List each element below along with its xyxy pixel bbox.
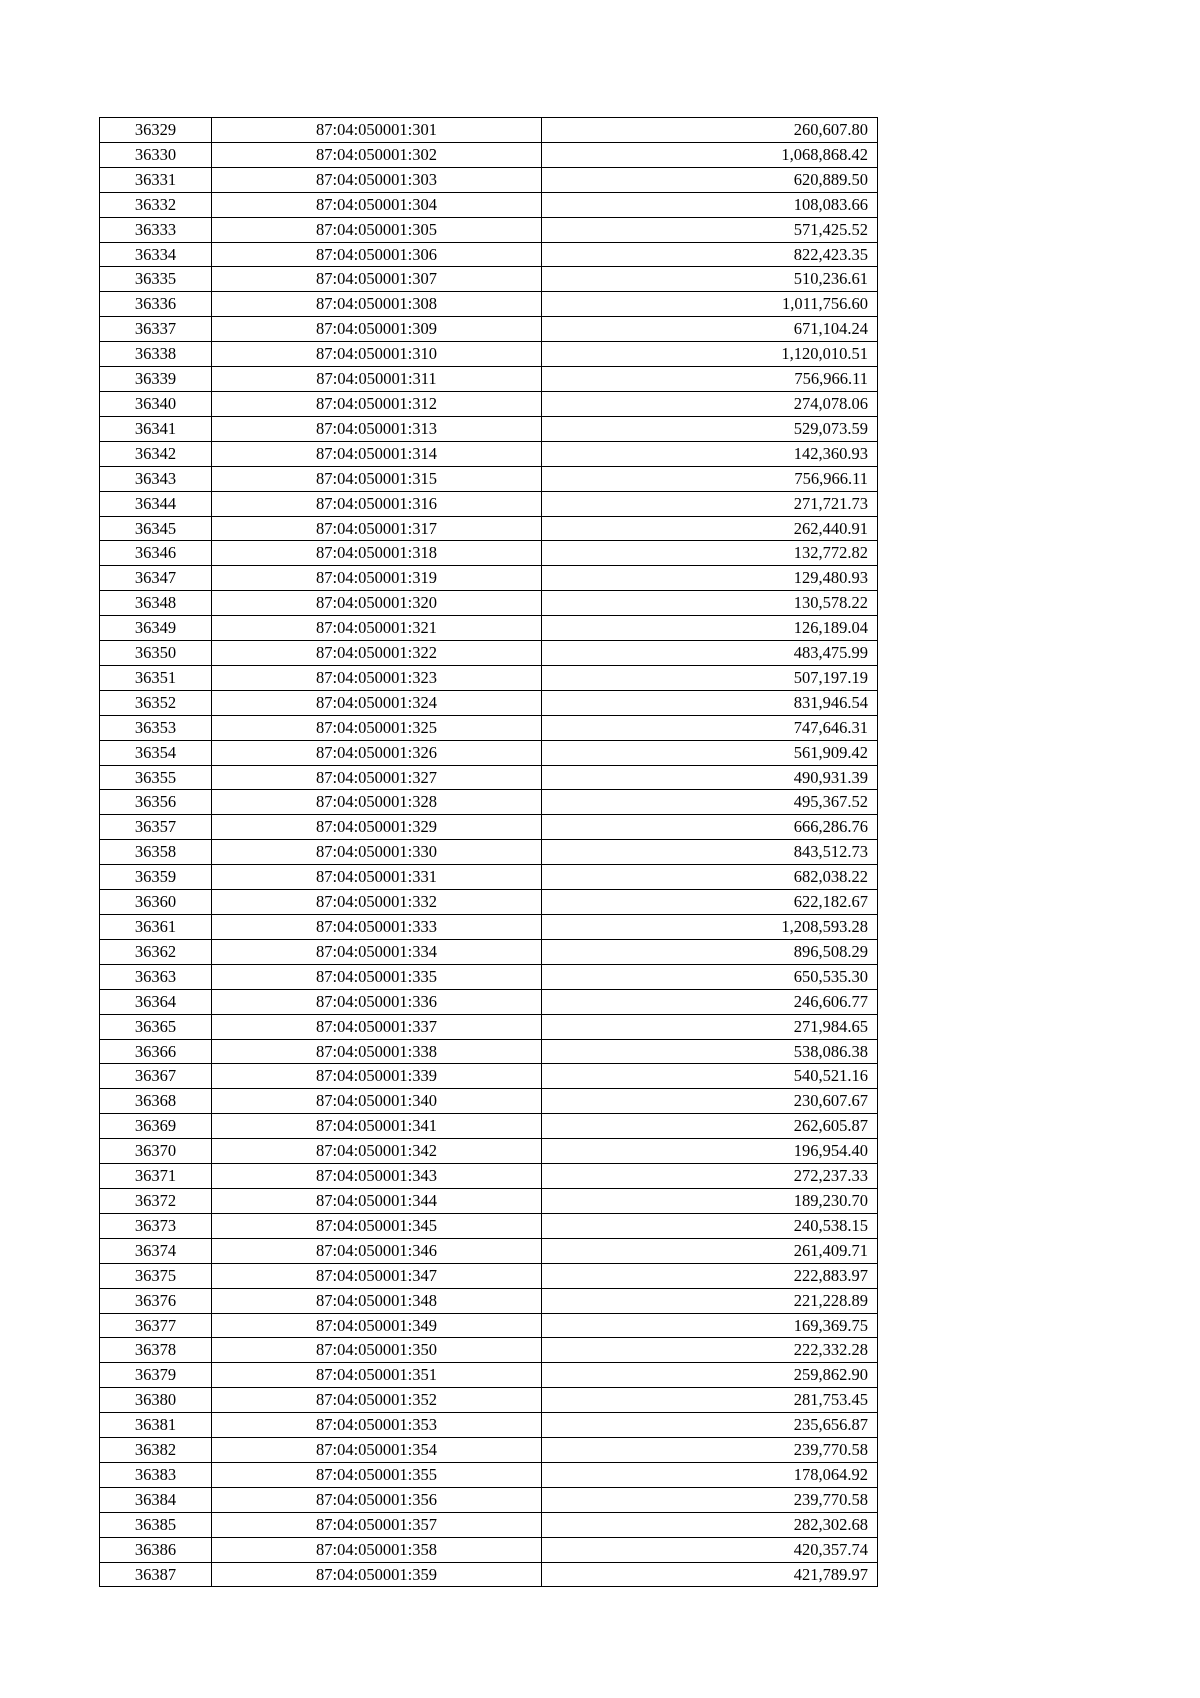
table-row	[100, 1537, 878, 1562]
cadastral-value-cell: 495,367.52	[542, 790, 878, 815]
cadastral-number-cell: 87:04:050001:345	[212, 1213, 542, 1238]
cadastral-number-cell: 87:04:050001:339	[212, 1064, 542, 1089]
cadastral-number-cell: 87:04:050001:355	[212, 1462, 542, 1487]
row-number-cell: 36385	[100, 1512, 212, 1537]
cadastral-value-cell: 222,332.28	[542, 1338, 878, 1363]
cadastral-number-cell: 87:04:050001:318	[212, 541, 542, 566]
cadastral-number-cell: 87:04:050001:319	[212, 566, 542, 591]
table-row	[100, 1562, 878, 1587]
cadastral-number-cell: 87:04:050001:331	[212, 865, 542, 890]
row-number-cell: 36346	[100, 541, 212, 566]
cadastral-number-cell: 87:04:050001:328	[212, 790, 542, 815]
table-row	[100, 1064, 878, 1089]
table-row	[100, 441, 878, 466]
cadastral-value-cell: 540,521.16	[542, 1064, 878, 1089]
table-row	[100, 167, 878, 192]
table-row	[100, 1413, 878, 1438]
row-number-cell: 36370	[100, 1139, 212, 1164]
table-row	[100, 616, 878, 641]
table-row	[100, 840, 878, 865]
row-number-cell: 36369	[100, 1114, 212, 1139]
row-number-cell: 36368	[100, 1089, 212, 1114]
cadastral-value-cell: 666,286.76	[542, 815, 878, 840]
row-number-cell: 36373	[100, 1213, 212, 1238]
table-row	[100, 1139, 878, 1164]
row-number-cell: 36365	[100, 1014, 212, 1039]
cadastral-value-cell: 507,197.19	[542, 665, 878, 690]
cadastral-value-cell: 274,078.06	[542, 391, 878, 416]
cadastral-number-cell: 87:04:050001:325	[212, 715, 542, 740]
cadastral-value-cell: 1,011,756.60	[542, 292, 878, 317]
table-row	[100, 541, 878, 566]
table-row	[100, 1263, 878, 1288]
cadastral-value-cell: 682,038.22	[542, 865, 878, 890]
table-row	[100, 391, 878, 416]
cadastral-number-cell: 87:04:050001:335	[212, 964, 542, 989]
cadastral-number-cell: 87:04:050001:311	[212, 367, 542, 392]
cadastral-value-cell: 221,228.89	[542, 1288, 878, 1313]
cadastral-value-cell: 671,104.24	[542, 317, 878, 342]
cadastral-value-cell: 271,984.65	[542, 1014, 878, 1039]
table-row	[100, 1164, 878, 1189]
cadastral-value-cell: 571,425.52	[542, 217, 878, 242]
row-number-cell: 36358	[100, 840, 212, 865]
cadastral-value-cell: 108,083.66	[542, 192, 878, 217]
table-row	[100, 142, 878, 167]
cadastral-number-cell: 87:04:050001:353	[212, 1413, 542, 1438]
row-number-cell: 36345	[100, 516, 212, 541]
cadastral-number-cell: 87:04:050001:301	[212, 118, 542, 143]
row-number-cell: 36360	[100, 890, 212, 915]
cadastral-number-cell: 87:04:050001:314	[212, 441, 542, 466]
cadastral-number-cell: 87:04:050001:317	[212, 516, 542, 541]
cadastral-value-cell: 222,883.97	[542, 1263, 878, 1288]
cadastral-value-cell: 261,409.71	[542, 1238, 878, 1263]
cadastral-number-cell: 87:04:050001:347	[212, 1263, 542, 1288]
table-row	[100, 367, 878, 392]
cadastral-value-cell: 189,230.70	[542, 1188, 878, 1213]
cadastral-number-cell: 87:04:050001:322	[212, 641, 542, 666]
table-row	[100, 1188, 878, 1213]
cadastral-number-cell: 87:04:050001:329	[212, 815, 542, 840]
cadastral-number-cell: 87:04:050001:344	[212, 1188, 542, 1213]
cadastral-value-cell: 510,236.61	[542, 267, 878, 292]
table-body	[100, 118, 878, 1587]
table-row	[100, 118, 878, 143]
document-page	[99, 117, 877, 1587]
cadastral-value-cell: 1,208,593.28	[542, 915, 878, 940]
row-number-cell: 36338	[100, 342, 212, 367]
cadastral-number-cell: 87:04:050001:303	[212, 167, 542, 192]
row-number-cell: 36371	[100, 1164, 212, 1189]
cadastral-value-cell: 262,605.87	[542, 1114, 878, 1139]
table-row	[100, 466, 878, 491]
row-number-cell: 36383	[100, 1462, 212, 1487]
cadastral-value-cell: 271,721.73	[542, 491, 878, 516]
cadastral-number-cell: 87:04:050001:348	[212, 1288, 542, 1313]
table-row	[100, 591, 878, 616]
cadastral-number-cell: 87:04:050001:350	[212, 1338, 542, 1363]
cadastral-value-cell: 142,360.93	[542, 441, 878, 466]
row-number-cell: 36379	[100, 1363, 212, 1388]
cadastral-number-cell: 87:04:050001:357	[212, 1512, 542, 1537]
table-row	[100, 416, 878, 441]
row-number-cell: 36362	[100, 939, 212, 964]
cadastral-number-cell: 87:04:050001:346	[212, 1238, 542, 1263]
cadastral-number-cell: 87:04:050001:307	[212, 267, 542, 292]
cadastral-number-cell: 87:04:050001:302	[212, 142, 542, 167]
cadastral-value-cell: 196,954.40	[542, 1139, 878, 1164]
table-row	[100, 815, 878, 840]
table-row	[100, 765, 878, 790]
cadastral-number-cell: 87:04:050001:304	[212, 192, 542, 217]
cadastral-number-cell: 87:04:050001:343	[212, 1164, 542, 1189]
cadastral-number-cell: 87:04:050001:306	[212, 242, 542, 267]
table-row	[100, 1363, 878, 1388]
table-row	[100, 516, 878, 541]
row-number-cell: 36334	[100, 242, 212, 267]
cadastral-number-cell: 87:04:050001:316	[212, 491, 542, 516]
table-row	[100, 1014, 878, 1039]
row-number-cell: 36355	[100, 765, 212, 790]
cadastral-value-cell: 126,189.04	[542, 616, 878, 641]
cadastral-value-cell: 421,789.97	[542, 1562, 878, 1587]
table-row	[100, 641, 878, 666]
cadastral-number-cell: 87:04:050001:330	[212, 840, 542, 865]
cadastral-number-cell: 87:04:050001:327	[212, 765, 542, 790]
cadastral-value-cell: 132,772.82	[542, 541, 878, 566]
table-row	[100, 1388, 878, 1413]
row-number-cell: 36337	[100, 317, 212, 342]
table-row	[100, 1462, 878, 1487]
row-number-cell: 36382	[100, 1438, 212, 1463]
cadastral-value-cell: 756,966.11	[542, 367, 878, 392]
cadastral-value-cell: 1,068,868.42	[542, 142, 878, 167]
cadastral-number-cell: 87:04:050001:354	[212, 1438, 542, 1463]
row-number-cell: 36357	[100, 815, 212, 840]
row-number-cell: 36339	[100, 367, 212, 392]
row-number-cell: 36359	[100, 865, 212, 890]
cadastral-number-cell: 87:04:050001:349	[212, 1313, 542, 1338]
row-number-cell: 36387	[100, 1562, 212, 1587]
row-number-cell: 36364	[100, 989, 212, 1014]
cadastral-value-cell: 822,423.35	[542, 242, 878, 267]
row-number-cell: 36344	[100, 491, 212, 516]
row-number-cell: 36349	[100, 616, 212, 641]
table-row	[100, 1238, 878, 1263]
row-number-cell: 36361	[100, 915, 212, 940]
table-row	[100, 989, 878, 1014]
table-row	[100, 1438, 878, 1463]
table-row	[100, 1313, 878, 1338]
cadastral-value-cell: 650,535.30	[542, 964, 878, 989]
cadastral-value-cell: 1,120,010.51	[542, 342, 878, 367]
table-row	[100, 292, 878, 317]
cadastral-value-cell: 843,512.73	[542, 840, 878, 865]
cadastral-value-cell: 239,770.58	[542, 1487, 878, 1512]
table-row	[100, 242, 878, 267]
cadastral-value-cell: 747,646.31	[542, 715, 878, 740]
cadastral-number-cell: 87:04:050001:336	[212, 989, 542, 1014]
table-row	[100, 939, 878, 964]
row-number-cell: 36363	[100, 964, 212, 989]
cadastral-value-cell: 235,656.87	[542, 1413, 878, 1438]
row-number-cell: 36366	[100, 1039, 212, 1064]
table-row	[100, 1487, 878, 1512]
table-row	[100, 865, 878, 890]
row-number-cell: 36372	[100, 1188, 212, 1213]
cadastral-number-cell: 87:04:050001:341	[212, 1114, 542, 1139]
table-row	[100, 342, 878, 367]
cadastral-number-cell: 87:04:050001:351	[212, 1363, 542, 1388]
cadastral-number-cell: 87:04:050001:332	[212, 890, 542, 915]
table-row	[100, 1338, 878, 1363]
cadastral-number-cell: 87:04:050001:305	[212, 217, 542, 242]
row-number-cell: 36332	[100, 192, 212, 217]
table-row	[100, 192, 878, 217]
table-row	[100, 566, 878, 591]
row-number-cell: 36331	[100, 167, 212, 192]
cadastral-number-cell: 87:04:050001:324	[212, 690, 542, 715]
cadastral-value-cell: 620,889.50	[542, 167, 878, 192]
cadastral-value-cell: 538,086.38	[542, 1039, 878, 1064]
table-row	[100, 790, 878, 815]
cadastral-number-cell: 87:04:050001:312	[212, 391, 542, 416]
table-row	[100, 964, 878, 989]
row-number-cell: 36340	[100, 391, 212, 416]
cadastral-number-cell: 87:04:050001:323	[212, 665, 542, 690]
row-number-cell: 36354	[100, 740, 212, 765]
cadastral-number-cell: 87:04:050001:359	[212, 1562, 542, 1587]
cadastral-number-cell: 87:04:050001:334	[212, 939, 542, 964]
table-row	[100, 715, 878, 740]
row-number-cell: 36350	[100, 641, 212, 666]
cadastral-value-cell: 896,508.29	[542, 939, 878, 964]
cadastral-value-cell: 169,369.75	[542, 1313, 878, 1338]
table-row	[100, 665, 878, 690]
cadastral-number-cell: 87:04:050001:352	[212, 1388, 542, 1413]
row-number-cell: 36375	[100, 1263, 212, 1288]
row-number-cell: 36348	[100, 591, 212, 616]
row-number-cell: 36336	[100, 292, 212, 317]
table-row	[100, 217, 878, 242]
row-number-cell: 36351	[100, 665, 212, 690]
table-row	[100, 690, 878, 715]
cadastral-number-cell: 87:04:050001:333	[212, 915, 542, 940]
cadastral-number-cell: 87:04:050001:315	[212, 466, 542, 491]
cadastral-value-cell: 129,480.93	[542, 566, 878, 591]
row-number-cell: 36380	[100, 1388, 212, 1413]
row-number-cell: 36333	[100, 217, 212, 242]
cadastral-number-cell: 87:04:050001:309	[212, 317, 542, 342]
cadastral-number-cell: 87:04:050001:358	[212, 1537, 542, 1562]
cadastral-value-cell: 260,607.80	[542, 118, 878, 143]
cadastral-value-table	[99, 117, 878, 1587]
cadastral-number-cell: 87:04:050001:342	[212, 1139, 542, 1164]
cadastral-value-cell: 529,073.59	[542, 416, 878, 441]
table-row	[100, 1213, 878, 1238]
row-number-cell: 36343	[100, 466, 212, 491]
cadastral-number-cell: 87:04:050001:340	[212, 1089, 542, 1114]
table-row	[100, 1114, 878, 1139]
cadastral-value-cell: 282,302.68	[542, 1512, 878, 1537]
row-number-cell: 36384	[100, 1487, 212, 1512]
cadastral-value-cell: 230,607.67	[542, 1089, 878, 1114]
cadastral-number-cell: 87:04:050001:338	[212, 1039, 542, 1064]
cadastral-value-cell: 622,182.67	[542, 890, 878, 915]
cadastral-value-cell: 130,578.22	[542, 591, 878, 616]
cadastral-value-cell: 281,753.45	[542, 1388, 878, 1413]
cadastral-number-cell: 87:04:050001:313	[212, 416, 542, 441]
cadastral-value-cell: 483,475.99	[542, 641, 878, 666]
cadastral-value-cell: 240,538.15	[542, 1213, 878, 1238]
row-number-cell: 36356	[100, 790, 212, 815]
cadastral-number-cell: 87:04:050001:356	[212, 1487, 542, 1512]
row-number-cell: 36367	[100, 1064, 212, 1089]
row-number-cell: 36352	[100, 690, 212, 715]
row-number-cell: 36353	[100, 715, 212, 740]
row-number-cell: 36381	[100, 1413, 212, 1438]
cadastral-value-cell: 262,440.91	[542, 516, 878, 541]
table-row	[100, 1512, 878, 1537]
cadastral-value-cell: 490,931.39	[542, 765, 878, 790]
cadastral-value-cell: 561,909.42	[542, 740, 878, 765]
table-row	[100, 491, 878, 516]
row-number-cell: 36341	[100, 416, 212, 441]
cadastral-number-cell: 87:04:050001:326	[212, 740, 542, 765]
row-number-cell: 36330	[100, 142, 212, 167]
row-number-cell: 36386	[100, 1537, 212, 1562]
cadastral-value-cell: 246,606.77	[542, 989, 878, 1014]
cadastral-number-cell: 87:04:050001:337	[212, 1014, 542, 1039]
cadastral-value-cell: 259,862.90	[542, 1363, 878, 1388]
cadastral-number-cell: 87:04:050001:320	[212, 591, 542, 616]
cadastral-number-cell: 87:04:050001:321	[212, 616, 542, 641]
table-row	[100, 1089, 878, 1114]
cadastral-value-cell: 420,357.74	[542, 1537, 878, 1562]
cadastral-number-cell: 87:04:050001:310	[212, 342, 542, 367]
row-number-cell: 36335	[100, 267, 212, 292]
table-row	[100, 1288, 878, 1313]
row-number-cell: 36376	[100, 1288, 212, 1313]
table-row	[100, 317, 878, 342]
row-number-cell: 36347	[100, 566, 212, 591]
table-row	[100, 915, 878, 940]
cadastral-value-cell: 272,237.33	[542, 1164, 878, 1189]
row-number-cell: 36374	[100, 1238, 212, 1263]
row-number-cell: 36342	[100, 441, 212, 466]
table-row	[100, 890, 878, 915]
table-row	[100, 1039, 878, 1064]
cadastral-value-cell: 178,064.92	[542, 1462, 878, 1487]
table-row	[100, 740, 878, 765]
cadastral-value-cell: 831,946.54	[542, 690, 878, 715]
cadastral-number-cell: 87:04:050001:308	[212, 292, 542, 317]
row-number-cell: 36377	[100, 1313, 212, 1338]
cadastral-value-cell: 756,966.11	[542, 466, 878, 491]
row-number-cell: 36329	[100, 118, 212, 143]
row-number-cell: 36378	[100, 1338, 212, 1363]
cadastral-value-cell: 239,770.58	[542, 1438, 878, 1463]
table-row	[100, 267, 878, 292]
